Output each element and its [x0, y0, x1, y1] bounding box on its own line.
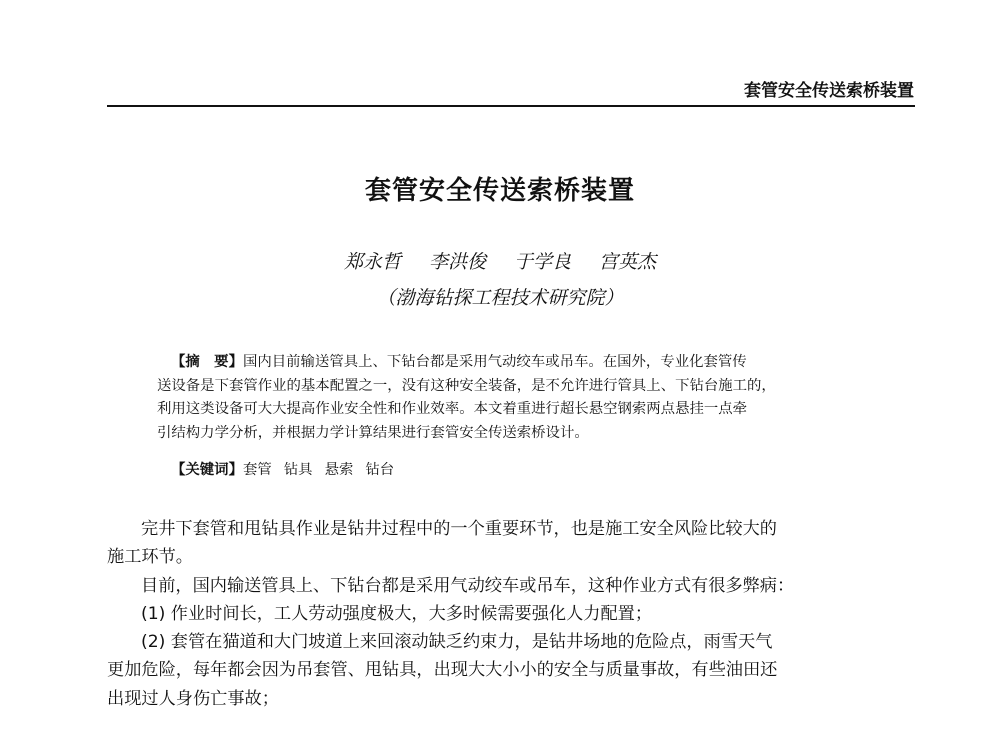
abstract-line	[157, 351, 871, 375]
body-line: 完井下套管和甩钻具作业是钻井过程中的一个重要环节，也是施工安全风险比较大的	[141, 519, 777, 539]
header-rule	[107, 105, 915, 107]
body-line: (1) 作业时间长，工人劳动强度极大，大多时候需要强化人力配置；	[141, 603, 653, 624]
keywords-label: 【关键词】	[171, 462, 243, 478]
keyword: 套管	[242, 462, 272, 478]
body-line: 目前，国内输送管具上、下钻台都是采用气动绞车或吊车，这种作业方式有很多弊病：	[141, 575, 795, 596]
body-line: 施工环节。	[107, 547, 193, 568]
body-line: (2) 套管在猫道和大门坡道上来回滚动缺乏约束力，是钻井场地的危险点，雨雪天气	[141, 632, 773, 653]
abstract	[157, 351, 871, 445]
abstract-text: 国内目前输送管具上、下钻台都是采用气动绞车或吊车。在国外，专业化套管传	[242, 354, 747, 370]
keywords	[171, 458, 406, 479]
author: 于学良	[514, 251, 572, 273]
keyword: 钻具	[283, 462, 313, 478]
abstract-line: 引结构力学分析，并根据力学计算结果进行套管安全传送索桥设计。	[157, 424, 589, 441]
abstract-label: 【摘 要】	[171, 354, 243, 370]
body-line: 更加危险，每年都会因为吊套管、甩钻具，出现大大小小的安全与质量事故，有些油田还	[107, 660, 778, 681]
abstract-line: 送设备是下套管作业的基本配置之一，没有这种安全装备，是不允许进行管具上、下钻台施工的，	[157, 377, 776, 394]
paper-title: 套管安全传送索桥装置	[364, 176, 635, 206]
abstract-line: 利用这类设备可大大提高作业安全性和作业效率。本文着重进行超长悬空钢索两点悬挂一点牵	[157, 401, 748, 417]
running-head: 套管安全传送索桥装置	[744, 81, 914, 101]
author: 李洪俊	[428, 251, 486, 273]
author: 宫英杰	[599, 251, 657, 273]
keyword: 悬索	[324, 462, 354, 478]
keyword: 钻台	[365, 462, 395, 478]
affiliation: （渤海钻探工程技术研究院）	[376, 287, 624, 309]
body-line: 出现过人身伤亡事故；	[107, 688, 279, 709]
author-list	[0, 247, 1000, 274]
body-text	[107, 515, 917, 713]
author: 郑永哲	[343, 251, 401, 273]
